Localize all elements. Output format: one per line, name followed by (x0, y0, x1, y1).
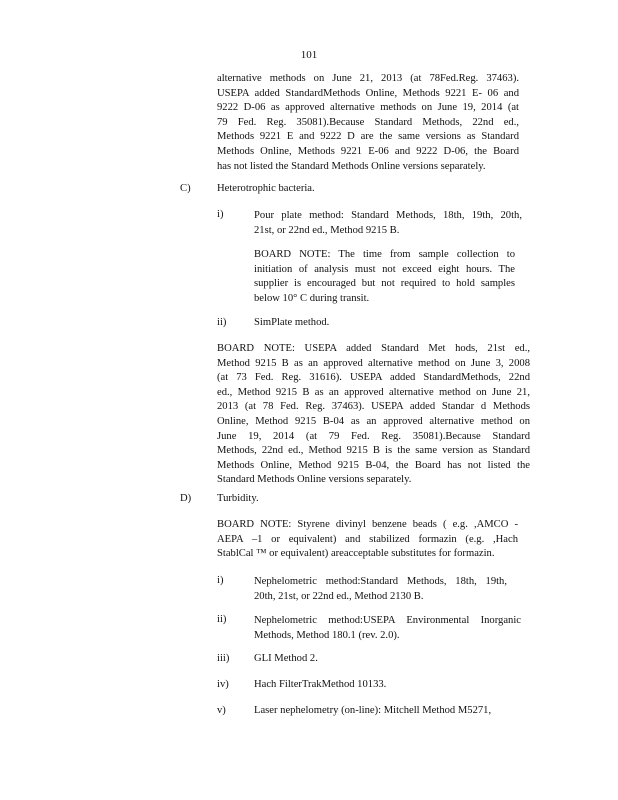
text-line: 21st, or 22nd ed., Method 9215 B. (254, 224, 400, 236)
section-d-item-ii-text (254, 614, 521, 643)
page-number: 101 (300, 49, 318, 61)
text-line: 2013 (at 78 Fed. Reg. 37463). USEPA added Standar d Methods (217, 401, 530, 413)
text-line: alternative methods on June 21, 2013 (at 78Fed.Reg. 37463). (217, 73, 519, 84)
text-line: Nephelometric method:Standard Methods, 18th, 19th, (254, 576, 507, 587)
text-line: Nephelometric method:USEPA Environmental Inorganic (254, 615, 521, 626)
section-c-item-i-label: i) (217, 209, 224, 220)
section-c-board-note (217, 342, 530, 488)
section-d-item-iv-text: Hach FilterTrakMethod 10133. (254, 679, 387, 690)
text-line: has not listed the Standard Methods Online versions separately. (217, 160, 486, 172)
text-line: 9222 D-06 as approved alternative methods on June 19, 2014 (at (217, 102, 519, 114)
text-line: initiation of analysis must not exceed eight hours. The (254, 263, 515, 275)
section-d-item-ii-label: ii) (217, 614, 227, 625)
text-line: BOARD NOTE: Styrene divinyl benzene beads ( e.g. ,AMCO - (217, 519, 518, 530)
section-c-label: C) (180, 183, 191, 194)
text-line: StablCal ™ or equivalent) areacceptable substitutes for formazin. (217, 548, 495, 560)
text-line: Online, Method 9215 B-04 as an approved alternative method on (217, 415, 530, 427)
section-c-item-ii-text: SimPlate method. (254, 317, 330, 328)
text-line: Method 9215 B as an approved alternative method on June 3, 2008 (217, 357, 530, 369)
section-d-heading: Turbidity. (217, 493, 259, 504)
text-line: 20th, 21st, or 22nd ed., Method 2130 B. (254, 590, 424, 602)
section-c-item-ii-label: ii) (217, 317, 227, 328)
text-line: Methods Online, Methods 9221 E-06 and 9222 D-06, the Board (217, 145, 519, 157)
text-line: BOARD NOTE: The time from sample collection to (254, 249, 515, 260)
text-line: Methods, Method 180.1 (rev. 2.0). (254, 629, 400, 641)
text-line: Methods Online, Method 9215 B-04, the Board has not listed the (217, 459, 530, 471)
text-line: Methods 9221 E and 9222 D are the same versions as Standard (217, 131, 519, 143)
intro-paragraph (217, 72, 519, 174)
section-d-item-i-label: i) (217, 575, 224, 586)
text-line: (at 73 Fed. Reg. 31616). USEPA added StandardMethods, 22nd (217, 372, 530, 384)
section-d-item-i-text (254, 575, 507, 604)
section-d-board-note (217, 518, 518, 562)
section-c-heading: Heterotrophic bacteria. (217, 183, 315, 194)
section-d-item-v-label: v) (217, 705, 226, 716)
section-d-label: D) (180, 493, 192, 504)
text-line: Pour plate method: Standard Methods, 18th, 19th, 20th, (254, 210, 522, 221)
section-d-item-v-text: Laser nephelometry (on-line): Mitchell Method M5271, (254, 705, 492, 716)
text-line: BOARD NOTE: USEPA added Standard Met hods, 21st ed., (217, 343, 530, 354)
text-line: Standard Methods Online versions separately. (217, 474, 412, 486)
section-c-item-i-note (254, 248, 515, 306)
text-line: 79 Fed. Reg. 35081).Because Standard Methods, 22nd ed., (217, 116, 519, 128)
section-c-item-i-text (254, 209, 522, 238)
text-line: USEPA added StandardMethods Online, Methods 9221 E- 06 and (217, 87, 519, 99)
section-d-item-iii-label: iii) (217, 653, 230, 664)
section-d-item-iv-label: iv) (217, 679, 229, 690)
text-line: June 19, 2014 (at 79 Fed. Reg. 35081).Because Standard (217, 430, 530, 442)
text-line: Methods, 22nd ed., Method 9215 B is the same version as Standard (217, 445, 530, 457)
text-line: supplier is encouraged but not required to hold samples (254, 278, 515, 290)
section-d-item-iii-text: GLI Method 2. (254, 653, 318, 664)
text-line: AEPA –1 or equivalent) and stabilized formazin (e.g. ,Hach (217, 533, 518, 545)
text-line: below 10° C during transit. (254, 292, 370, 304)
text-line: ed., Method 9215 B as an approved alternative method on June 21, (217, 386, 530, 398)
